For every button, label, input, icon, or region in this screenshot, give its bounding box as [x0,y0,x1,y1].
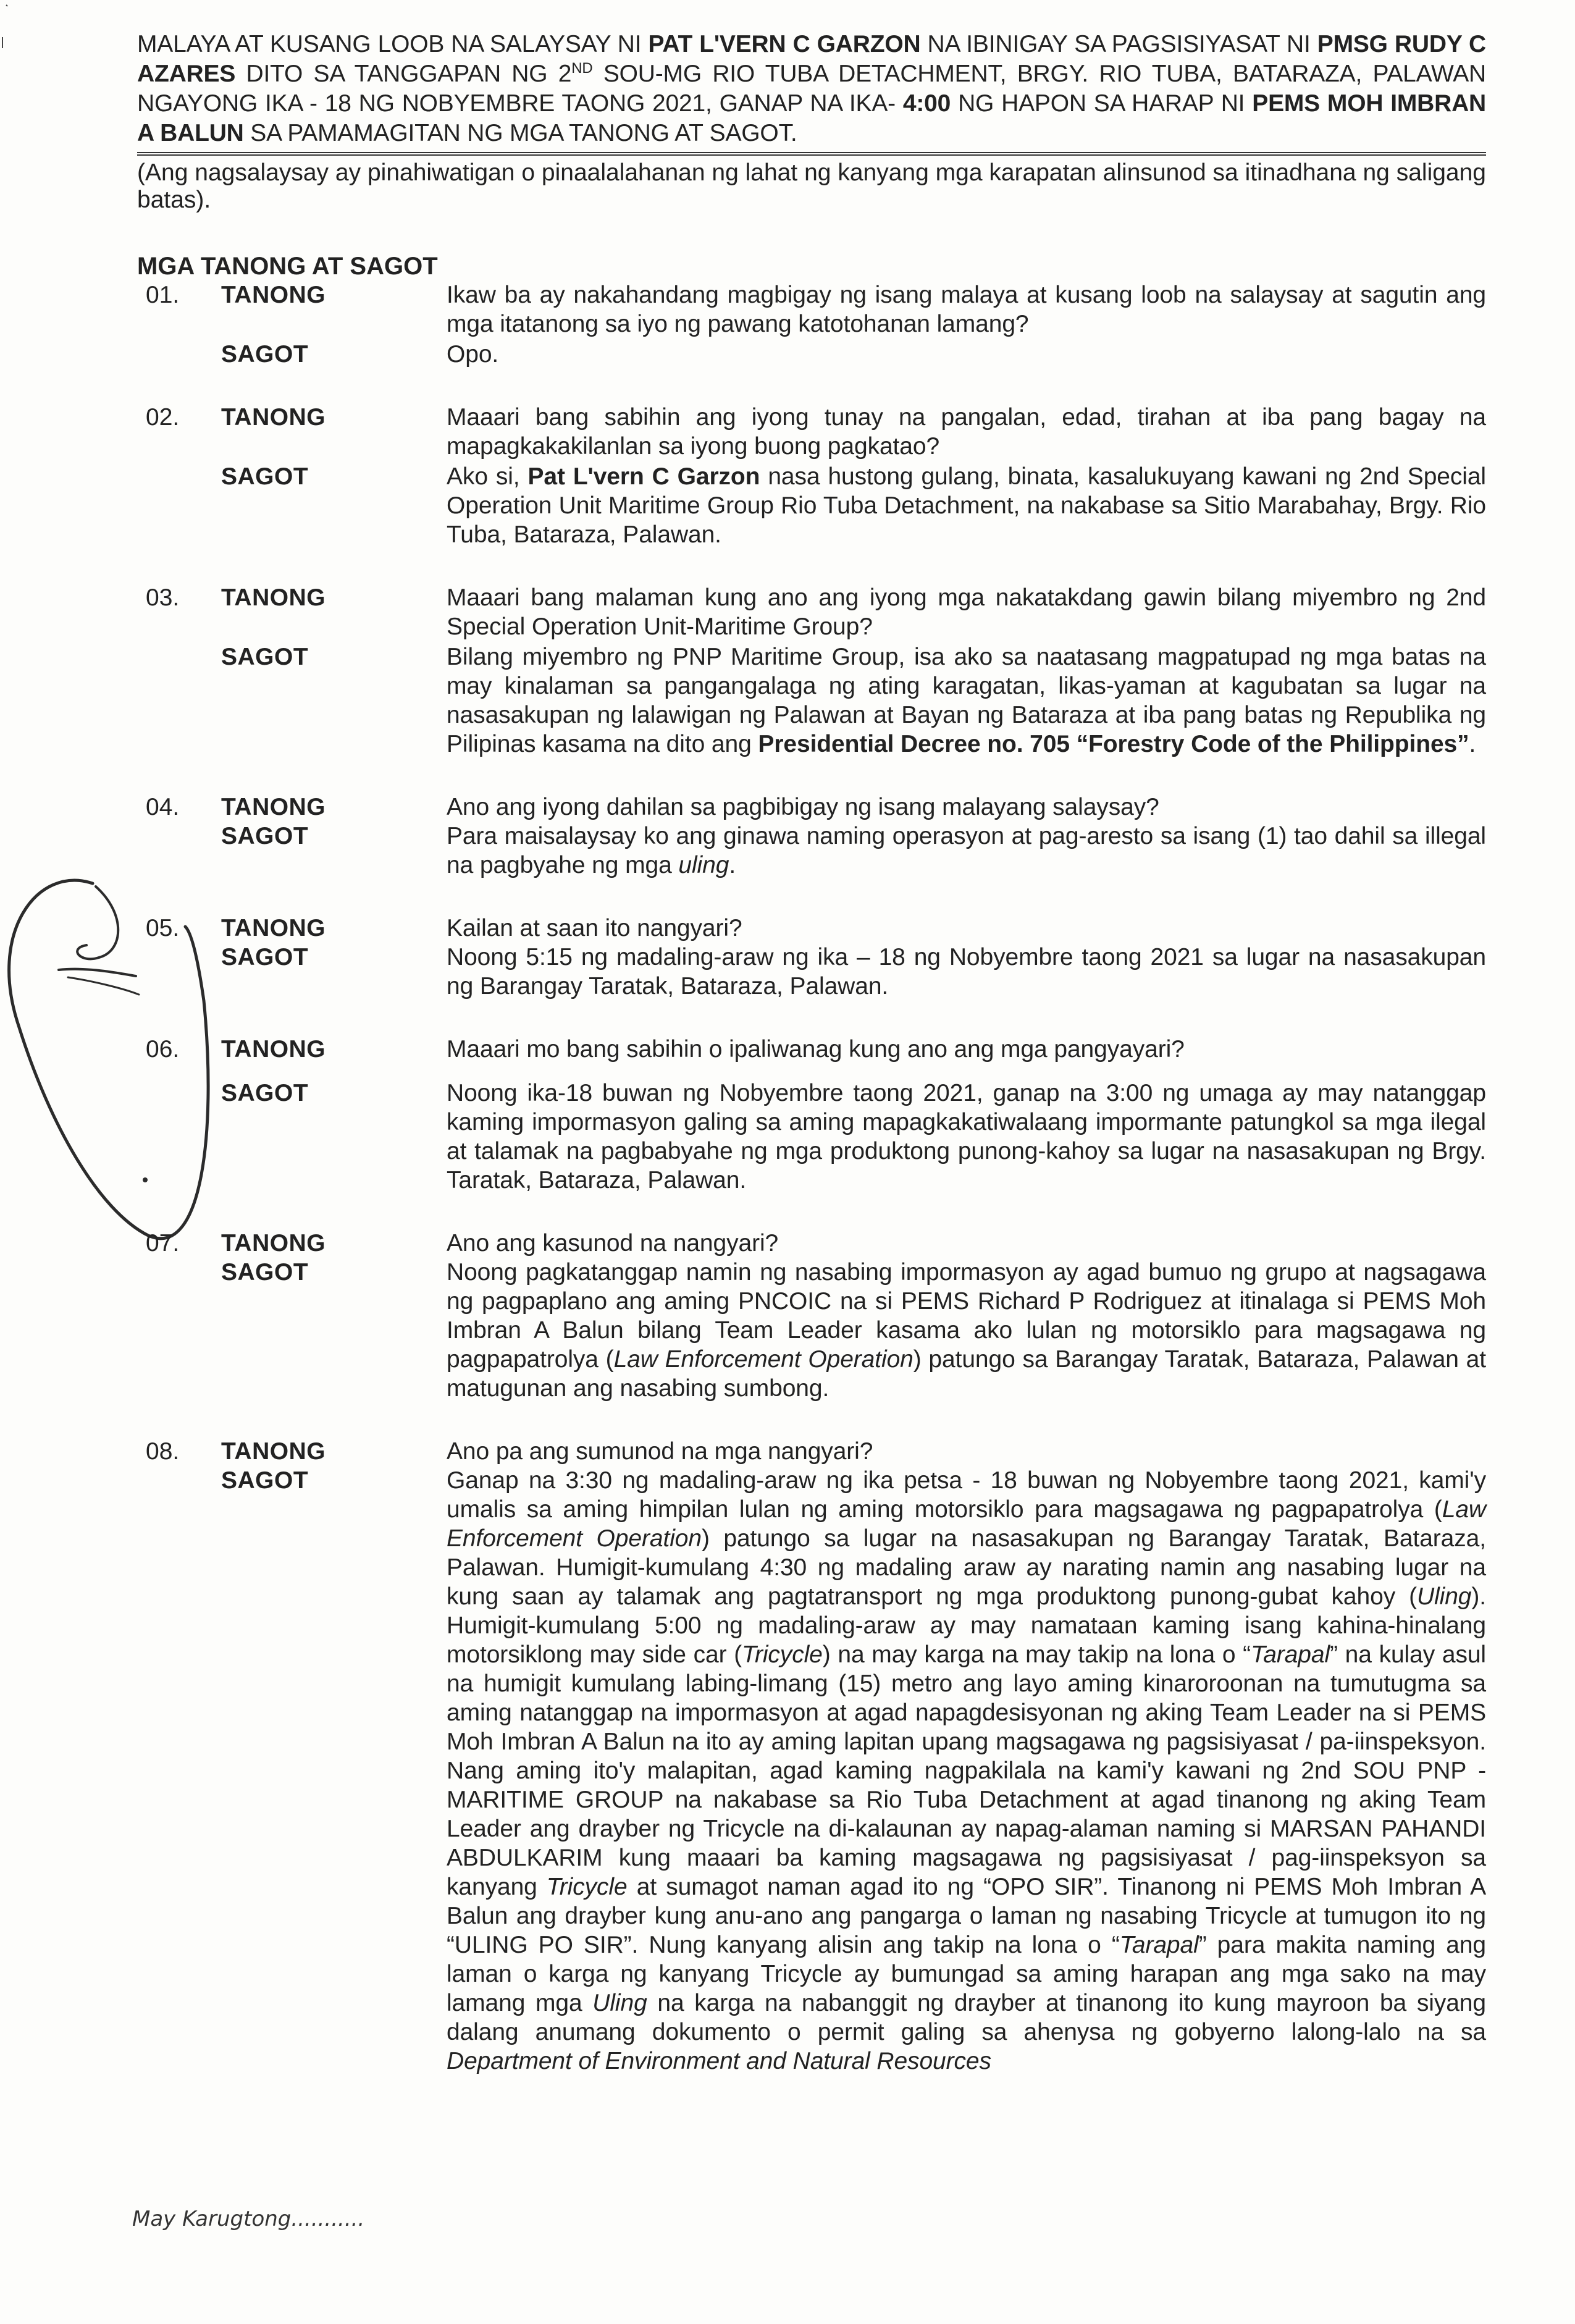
question-text: Ano pa ang sumunod na mga nangyari? [447,1438,873,1465]
affidavit-heading [137,30,1486,156]
heading-text: NA IBINIGAY SA PAGSISIYASAT NI [920,31,1317,57]
answer-text: Noong 5:15 ng madaling-araw ng ika – 18 ng Nobyembre taong 2021 sa lugar na nasasakupan ng Barangay Taratak, Bataraza, Palawan. [447,944,1486,1000]
answer-text [447,1258,1486,1403]
qa-item [137,403,1486,549]
answer-segment: ) patungo sa Barangay Taratak, Bataraza, Palawan at matugunan ang nasabing sumbong. [447,1346,1486,1402]
qa-item [137,914,1486,1001]
sagot-label: SAGOT [221,644,309,670]
answer-segment: at sumagot naman agad ito ng “OPO SIR”. Tinanong ni PEMS Moh Imbran A Balun ang drayber kung anu-ano ang pangarga o laman ng nasabing Tricycle at tumugon ito ng “ULING PO SIR”. Nung kanyang alisin ang takip na lona o “ [447,1874,1486,1958]
sagot-label: SAGOT [221,1080,309,1106]
answer-segment: Noong pagkatanggap namin ng nasabing impormasyon ay agad bumuo ng grupo at nagsagawa ng pagpaplano ang aming PNCOIC na si PEMS Richard P Rodriguez at itinalaga si PEMS Moh Imbran A Balun bilang Team Leader kasama ako lulan ng motorsiklo para magsagawa ng pagpapatrolya ( [447,1259,1486,1373]
heading-superscript: ND [571,60,593,77]
answer-segment: Bilang miyembro ng PNP Maritime Group, isa ako sa naatasang magpatupad ng mga batas na may kinalaman sa pangangalaga ng ating karagatan, likas-yaman at kagubatan sa lugar na nasasakupan ng lalawigan ng Palawan at Bayan ng Bataraza at iba pang batas ng Republika ng Pilipinas kasama na dito ang [447,644,1486,757]
tanong-label: TANONG [221,282,326,308]
question-number: 08. [146,1438,180,1465]
answer-italic: Tarapal [1119,1932,1199,1958]
question-number: 07. [146,1230,180,1257]
investigator-name: PMSG RUDY C AZARES [137,31,1486,87]
tanong-label: TANONG [221,404,326,431]
answer-segment: nasa hustong gulang, binata, kasalukuyang kawani ng 2nd Special Operation Unit Maritime Group Rio Tuba Detachment, na nakabase sa Sitio Marabahay, Brgy. Rio Tuba, Bataraza, Palawan. [447,463,1486,548]
heading-text: NG HAPON SA HARAP NI [951,90,1253,117]
answer-italic: Law Enforcement Operation [447,1496,1486,1552]
question-number: 01. [146,282,180,308]
sagot-label: SAGOT [221,463,309,490]
heading-text: MALAYA AT KUSANG LOOB NA SALAYSAY NI [137,31,649,57]
qa-item [137,583,1486,759]
witness-name: PEMS MOH IMBRAN A BALUN [137,90,1487,146]
qa-item [137,1437,1486,2076]
question-number: 06. [146,1036,180,1063]
answer-bold-decree: Presidential Decree no. 705 “Forestry Code of the Philippines” [758,731,1469,757]
question-text: Ikaw ba ay nakahandang magbigay ng isang malaya at kusang loob na salaysay at sagutin ang mga itatanong sa iyo ng pawang katotohanan lamang? [447,282,1486,337]
answer-text [447,642,1486,759]
question-number: 03. [146,584,180,611]
question-text: Maaari bang malaman kung ano ang iyong mga nakatakdang gawin bilang miyembro ng 2nd Special Operation Unit-Maritime Group? [447,584,1486,640]
tanong-label: TANONG [221,915,326,941]
answer-segment: . [729,852,736,878]
affidavit-page [137,30,1486,2076]
sagot-label: SAGOT [221,1259,309,1286]
answer-text [447,1466,1486,2076]
answer-bold-name: Pat L'vern C Garzon [527,463,760,490]
sagot-label: SAGOT [221,1467,309,1494]
scan-artifact-mark [0,0,19,124]
answer-text: Noong ika-18 buwan ng Nobyembre taong 2021, ganap na 3:00 ng umaga ay may natanggap kaming impormasyon galing sa aming mapagkakatiwalaang impormante patungkol sa mga ilegal at talamak na pagbabyahe ng mga produktong punong-kahoy sa lugar na nasasakupan ng Brgy. Taratak, Bataraza, Palawan. [447,1080,1486,1194]
qa-item [137,793,1486,880]
answer-italic: Department of Environment and Natural Resources [447,2048,991,2074]
question-number: 02. [146,404,180,431]
qa-item [137,1035,1486,1195]
tanong-label: TANONG [221,1230,326,1257]
answer-italic: Tricycle [742,1641,823,1668]
answer-segment: Ganap na 3:30 ng madaling-araw ng ika petsa - 18 buwan ng Nobyembre taong 2021, kami'y umalis sa aming himpilan lulan ng aming motorsiklo para magsagawa ng pagpapatrolya ( [447,1467,1486,1523]
answer-segment: Ako si, [447,463,528,490]
answer-segment: ” na kulay asul na humigit kumulang labing-limang (15) metro ang layo aming kinaroroonan na tumutugma sa aming natanggap na impormasyon at agad napagdesisyonan ng aking Team Leader na si PEMS Moh Imbran A Balun na ito ay aming lapitan upang magsagawa ng pagsisiyasat / pa-iinspeksyon. Nang aming ito'y malapitan, agad kaming nagpakilala na kami'y kawani ng 2nd SOU PNP - MARITIME GROUP na nakabase sa Rio Tuba Detachment at agad tinanong ng aking Team Leader ang drayber ng Tricycle na di-kalaunan ay napag-alaman naming si MARSAN PAHANDI ABDULKARIM kung maaari ba kaming magsagawa ng pagsisiyasat / pag-iinspeksyon sa kanyang [447,1641,1486,1900]
answer-italic: Uling [592,1990,647,2016]
qa-item [137,1229,1486,1403]
section-title: MGA TANONG AT SAGOT [137,253,438,280]
answer-segment: na karga na nabanggit ng drayber at tinanong ito kung mayroon ba siyang dalang anumang dokumento o permit galing sa ahenysa ng gobyerno lalong-lalo na sa [447,1990,1486,2045]
tanong-label: TANONG [221,1036,326,1063]
heading-text: SA PAMAMAGITAN NG MGA TANONG AT SAGOT. [243,120,797,146]
question-text: Ano ang iyong dahilan sa pagbibigay ng isang malayang salaysay? [447,794,1159,820]
rights-notice: (Ang nagsalaysay ay pinahiwatigan o pinaalalahanan ng lahat ng kanyang mga karapatan alinsunod sa itinadhana ng saligang batas). [137,159,1486,213]
answer-text [447,822,1486,880]
answer-segment: ) na may karga na may takip na lona o “ [822,1641,1251,1668]
tanong-label: TANONG [221,584,326,611]
tanong-label: TANONG [221,1438,326,1465]
answer-segment: . [1469,731,1476,757]
sagot-label: SAGOT [221,944,309,970]
continuation-note: May Karugtong........... [132,2207,365,2231]
answer-text [447,462,1486,549]
qa-item [137,280,1486,369]
question-text: Maaari bang sabihin ang iyong tunay na pangalan, edad, tirahan at iba pang bagay na mapagkakakilanlan sa iyong buong pagkatao? [447,404,1486,460]
question-number: 05. [146,915,180,941]
sagot-label: SAGOT [221,823,309,849]
sagot-label: SAGOT [221,341,309,368]
question-number: 04. [146,794,180,820]
heading-time: 4:00 [902,90,951,117]
heading-text: SOU-MG RIO TUBA DETACHMENT, BRGY. RIO TUBA, BATARAZA, PALAWAN NGAYONG IKA - 18 NG NOBYEMBRE TAONG 2021, GANAP NA IKA- [137,61,1486,117]
answer-segment: ). Humigit-kumulang 5:00 ng madaling-araw ay may namataan kaming isang kahina-hinalang motorsiklong may side car ( [447,1583,1486,1668]
question-text: Maaari mo bang sabihin o ipaliwanag kung ano ang mga pangyayari? [447,1036,1185,1063]
answer-italic: Uling [1417,1583,1472,1610]
answer-italic: uling [678,852,729,878]
answer-text: Opo. [447,341,499,368]
heading-text: DITO SA TANGGAPAN NG 2 [235,61,572,87]
answer-italic: Tricycle [546,1874,628,1900]
affiant-name: PAT L'VERN C GARZON [648,31,921,57]
tanong-label: TANONG [221,794,326,820]
answer-italic: Law Enforcement Operation [613,1346,914,1373]
answer-segment: ” para makita naming ang laman o karga ng kanyang Tricycle ay bumungad sa aming harapan ang mga sako na may lamang mga [447,1932,1486,2016]
question-text: Kailan at saan ito nangyari? [447,915,742,941]
answer-italic: Tarapal [1251,1641,1330,1668]
question-text: Ano ang kasunod na nangyari? [447,1230,779,1257]
answer-segment: Para maisalaysay ko ang ginawa naming operasyon at pag-aresto sa isang (1) tao dahil sa illegal na pagbyahe ng mga [447,823,1486,878]
answer-segment: ) patungo sa lugar na nasasakupan ng Barangay Taratak, Bataraza, Palawan. Humigit-kumulang 4:30 ng madaling araw ay narating namin ang nasabing lugar na kung saan ay talamak ang pagtatransport ng mga produktong punong-gubat kahoy ( [447,1525,1486,1610]
